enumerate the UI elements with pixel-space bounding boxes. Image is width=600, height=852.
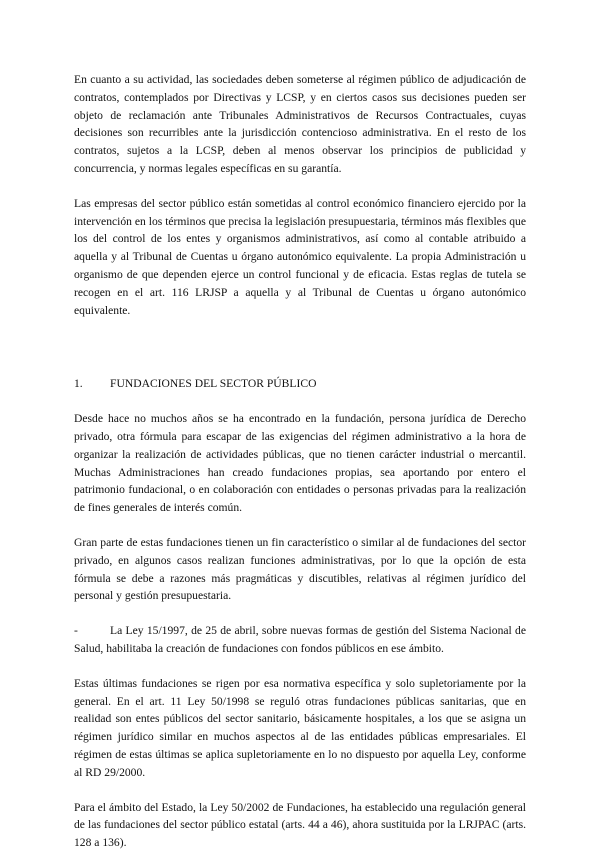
paragraph-fundaciones-sanitarias: Estas últimas fundaciones se rigen por esa normativa específica y solo supletoriamente por la general. En el art. 11 Ley 50/1998 se reguló otras fundaciones públicas sanitarias, que en realidad son entes públicos del sector sanitario, básicamente hospitales, a los que se asigna un régimen jurídico similar en muchos aspectos al de las entidades públicas empresariales. El régimen de estas últimas se aplica supletoriamente en lo no dispuesto por aquella Ley, conforme al RD 29/2000. xyxy=(74,676,526,779)
paragraph-ley-50-2002: Para el ámbito del Estado, la Ley 50/2002 de Fundaciones, ha establecido una regulación general de las fundaciones del sector público estatal (arts. 44 a 46), ahora sustituida por la LRJPAC (arts. 128 a 136). xyxy=(74,800,526,850)
list-item-text: La Ley 15/1997, de 25 de abril, sobre nuevas formas de gestión del Sistema Nacional de Salud, habilitaba la creación de fundaciones con fondos públicos en ese ámbito. xyxy=(74,624,526,655)
paragraph-sociedades-actividad: En cuanto a su actividad, las sociedades deben someterse al régimen público de adjudicación de contratos, contemplados por Directivas y LCSP, y en ciertos casos sus decisiones pueden ser objeto de reclamación ante Tribunales Administrativos de Recursos Contractuales, cuyas decisiones son recurribles ante la jurisdicción contencioso administrativa. En el resto de los contratos, sujetos a la LCSP, deben al menos observar los principios de publicidad y concurrencia, y normas legales específicas en su garantía. xyxy=(74,73,526,175)
section-heading xyxy=(74,375,526,393)
section-title: FUNDACIONES DEL SECTOR PÚBLICO xyxy=(110,377,317,391)
section-number: 1. xyxy=(74,377,83,391)
paragraph-fundaciones-fin: Gran parte de estas fundaciones tienen un fin característico o similar al de fundaciones del sector privado, en algunos casos realizan funciones administrativas, por lo que la opción de esta fórmula se debe a razones más pragmáticas y discutibles, relativas al régimen jurídico del personal y gestión presupuestaria. xyxy=(74,535,526,603)
paragraph-fundacion-origen: Desde hace no muchos años se ha encontrado en la fundación, persona jurídica de Derecho privado, otra fórmula para escapar de las exigencias del régimen administrativo a la hora de organizar la realización de actividades públicas, que no tienen carácter industrial o mercantil. Muchas Administraciones han creado fundaciones propias, sea aportando por entero el patrimonio fundacional, o en colaboración con entidades o personas privadas para la realización de fines generales de interés común. xyxy=(74,412,526,515)
list-dash: - xyxy=(74,624,78,638)
list-item-ley-15-1997 xyxy=(74,622,526,658)
paragraph-control-economico: Las empresas del sector público están sometidas al control económico financiero ejercido por la intervención en los términos que precisa la legislación presupuestaria, términos más flexibles que los del control de los entes y organismos administrativos, así como al contable atribuido a aquella y al Tribunal de Cuentas u órgano autonómico equivalente. La propia Administración u organismo de que dependen ejerce un control funcional y de eficacia. Estas reglas de tutela se recogen en el art. 116 LRJSP a aquella y al Tribunal de Cuentas u órgano autonómico equivalente. xyxy=(74,196,526,317)
